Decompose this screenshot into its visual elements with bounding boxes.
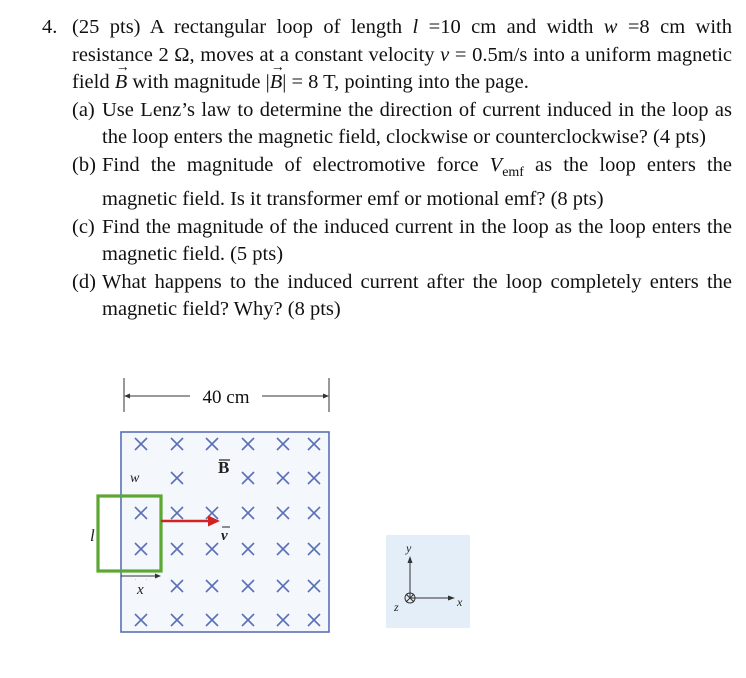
stem-text-2: =10 cm and width: [418, 16, 604, 38]
stem-text-4: = 0.5m/s into a uniform magnetic field: [72, 43, 732, 93]
part-d-text: What happens to the induced current after the loop completely enters the magnetic field? Why? (8 pts): [102, 270, 732, 321]
symbol-v: v: [440, 43, 450, 66]
part-b-text-1: Find the magnitude of electromotive force: [102, 153, 490, 176]
part-b-text-2: as the loop enters the magnetic field. Is it transformer emf or motional emf? (8 pts): [102, 153, 733, 211]
stem-text-5: with magnitude |: [127, 71, 270, 93]
loop-width-label: w: [130, 471, 140, 486]
position-label: x: [137, 582, 144, 598]
symbol-l: l: [412, 16, 419, 38]
stem-text-3: =8 cm with resistance 2 Ω, moves at a constant velocity: [72, 16, 733, 66]
x-axis-label: x: [457, 595, 463, 609]
symbol-B-vector: → B: [115, 69, 128, 97]
dim-arrow-left: [124, 394, 130, 399]
part-c-label: (c): [72, 215, 95, 238]
stem-text-1: (25 pts) A rectangular loop of length: [72, 16, 413, 38]
velocity-label: v: [221, 528, 228, 544]
symbol-B-vector-2: → B: [270, 69, 283, 97]
axes-background: [386, 535, 470, 628]
z-axis-label: z: [394, 600, 399, 614]
dim-arrow-right: [323, 394, 329, 399]
stem-text-6: | = 8 T, pointing into the page.: [282, 71, 529, 93]
symbol-V: V: [489, 153, 503, 176]
field-label: B: [218, 458, 230, 477]
problem-number: 4.: [42, 16, 58, 38]
part-a-text: Use Lenz’s law to determine the direction of current induced in the loop as the loop enters the magnetic field, clockwise or counterclockwise? (4 pts): [102, 98, 732, 148]
symbol-w: w: [603, 16, 618, 38]
part-b-label: (b): [72, 153, 96, 176]
symbol-V-sub: emf: [502, 164, 524, 180]
loop-length-label: l: [90, 526, 95, 545]
width-dimension: [124, 378, 329, 412]
width-label: 40 cm: [202, 387, 250, 408]
y-axis-label: y: [406, 541, 412, 555]
part-a-label: (a): [72, 98, 95, 121]
coordinate-axes: [386, 535, 470, 628]
part-d-label: (d): [72, 270, 96, 293]
part-c-text: Find the magnitude of the induced current in the loop as the loop enters the magnetic field. (5 pts): [102, 215, 732, 266]
